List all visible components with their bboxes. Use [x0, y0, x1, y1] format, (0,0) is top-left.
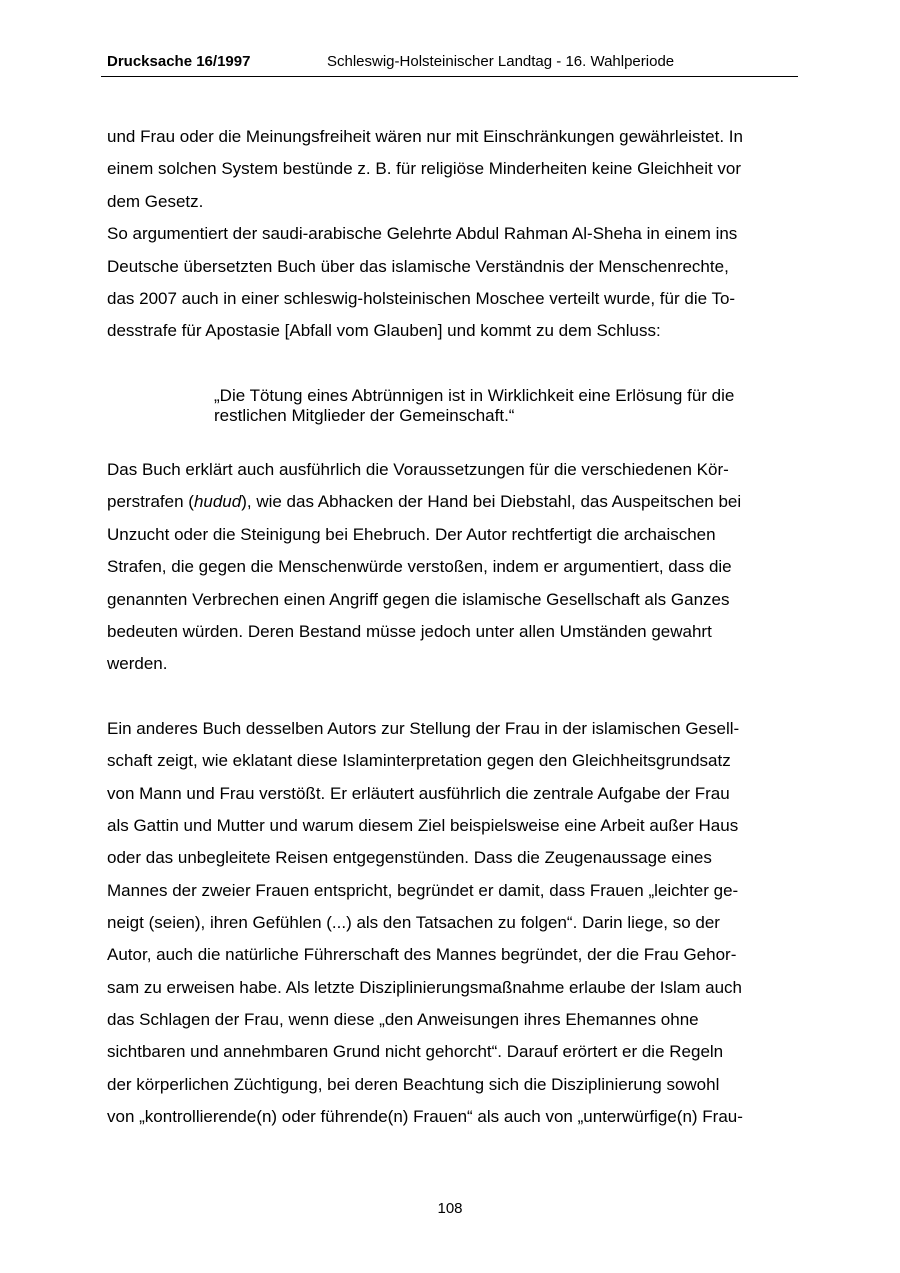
- page-header: [101, 50, 798, 77]
- text-line: von „kontrollierende(n) oder führende(n) Frauen“ als auch von „unterwürfige(n) Frau-: [107, 1107, 743, 1126]
- text-line: genannten Verbrechen einen Angriff gegen die islamische Gesellschaft als Ganzes: [107, 590, 730, 609]
- text-line: sam zu erweisen habe. Als letzte Disziplinierungsmaßnahme erlaube der Islam auch: [107, 978, 742, 997]
- text-fragment: ), wie das Abhacken der Hand bei Diebstahl, das Auspeitschen bei: [241, 492, 742, 511]
- header-title: Schleswig-Holsteinischer Landtag - 16. Wahlperiode: [327, 53, 675, 70]
- text-fragment: perstrafen (: [107, 492, 194, 511]
- text-line: Mannes der zweier Frauen entspricht, begründet er damit, dass Frauen „leichter ge-: [107, 881, 739, 900]
- text-line: neigt (seien), ihren Gefühlen (...) als den Tatsachen zu folgen“. Darin liege, so der: [107, 913, 720, 932]
- quote-line: „Die Tötung eines Abtrünnigen ist in Wirklichkeit eine Erlösung für die: [214, 386, 735, 405]
- text-line: oder das unbegleitete Reisen entgegenstünden. Dass die Zeugenaussage eines: [107, 848, 712, 867]
- text-line: schaft zeigt, wie eklatant diese Islaminterpretation gegen den Gleichheitsgrundsatz: [107, 751, 731, 770]
- text-line: der körperlichen Züchtigung, bei deren Beachtung sich die Disziplinierung sowohl: [107, 1075, 720, 1094]
- text-line: bedeuten würden. Deren Bestand müsse jedoch unter allen Umständen gewahrt: [107, 622, 712, 641]
- text-line: dem Gesetz.: [107, 192, 204, 211]
- text-line: einem solchen System bestünde z. B. für religiöse Minderheiten keine Gleichheit vor: [107, 159, 742, 178]
- quote-line: restlichen Mitglieder der Gemeinschaft.“: [214, 406, 515, 425]
- text-line: Strafen, die gegen die Menschenwürde verstoßen, indem er argumentiert, dass die: [107, 557, 732, 576]
- text-line: das Schlagen der Frau, wenn diese „den Anweisungen ihres Ehemannes ohne: [107, 1010, 699, 1029]
- italic-term: hudud: [193, 492, 242, 511]
- text-line: werden.: [107, 654, 168, 673]
- text-line: das 2007 auch in einer schleswig-holsteinischen Moschee verteilt wurde, für die To-: [107, 289, 736, 308]
- text-line: So argumentiert der saudi-arabische Gelehrte Abdul Rahman Al-Sheha in einem ins: [107, 224, 738, 243]
- text-line: [107, 492, 741, 512]
- text-line: und Frau oder die Meinungsfreiheit wären nur mit Einschränkungen gewährleistet. In: [107, 127, 743, 146]
- text-line: von Mann und Frau verstößt. Er erläutert ausführlich die zentrale Aufgabe der Frau: [107, 784, 730, 803]
- text-line: Deutsche übersetzten Buch über das islamische Verständnis der Menschenrechte,: [107, 257, 729, 276]
- text-line: Ein anderes Buch desselben Autors zur Stellung der Frau in der islamischen Gesell-: [107, 719, 740, 738]
- text-line: Unzucht oder die Steinigung bei Ehebruch. Der Autor rechtfertigt die archaischen: [107, 525, 716, 544]
- text-line: als Gattin und Mutter und warum diesem Ziel beispielsweise eine Arbeit außer Haus: [107, 816, 739, 835]
- text-line: sichtbaren und annehmbaren Grund nicht gehorcht“. Darauf erörtert er die Regeln: [107, 1042, 724, 1061]
- document-number: Drucksache 16/1997: [107, 53, 251, 70]
- page-number: 108: [437, 1200, 463, 1217]
- text-line: desstrafe für Apostasie [Abfall vom Glauben] und kommt zu dem Schluss:: [107, 321, 661, 340]
- text-line: Das Buch erklärt auch ausführlich die Voraussetzungen für die verschiedenen Kör-: [107, 460, 729, 479]
- text-line: Autor, auch die natürliche Führerschaft des Mannes begründet, der die Frau Gehor-: [107, 945, 737, 964]
